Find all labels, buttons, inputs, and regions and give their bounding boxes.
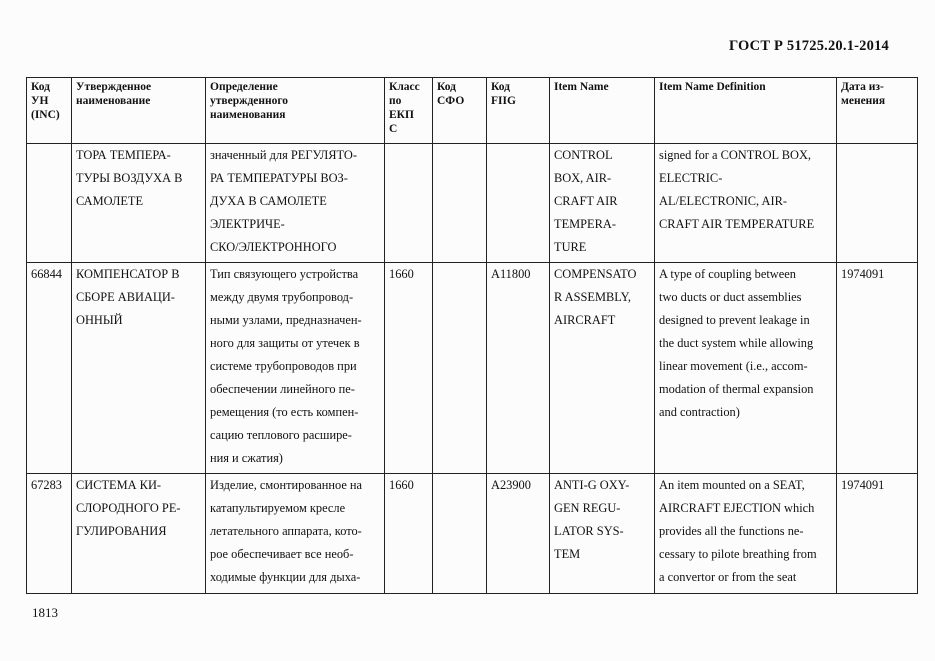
cell-change-date: 1974091 — [837, 474, 918, 594]
cell-class: 1660 — [385, 263, 433, 474]
cell-name-definition: Тип связующего устройства между двумя трубопровод- ными узлами, предназначен- ного для защиты от утечек в системе трубопроводов при обеспечении линейного пе- ремещения (то есть компен- сацию теплового расшире- ния и сжатия) — [206, 263, 385, 474]
cell-change-date: 1974091 — [837, 263, 918, 474]
col-header-change-date: Дата из- менения — [837, 78, 918, 144]
col-header-approved-name: Утвержденное наименование — [72, 78, 206, 144]
col-header-name-definition: Определение утвержденного наименования — [206, 78, 385, 144]
col-header-class: Класс по ЕКП С — [385, 78, 433, 144]
cell-item-name: CONTROL BOX, AIR- CRAFT AIR TEMPERA- TURE — [550, 144, 655, 263]
cell-change-date — [837, 144, 918, 263]
table-row — [27, 263, 918, 474]
table-row — [27, 474, 918, 594]
col-header-inc: Код УН (INC) — [27, 78, 72, 144]
cell-fiig — [487, 144, 550, 263]
cell-item-name: ANTI-G OXY- GEN REGU- LATOR SYS- TEM — [550, 474, 655, 594]
cell-inc — [27, 144, 72, 263]
cell-class: 1660 — [385, 474, 433, 594]
table-header-row — [27, 78, 918, 144]
col-header-fiig: Код FIIG — [487, 78, 550, 144]
col-header-sfo: Код СФО — [433, 78, 487, 144]
cell-sfo — [433, 263, 487, 474]
col-header-item-name: Item Name — [550, 78, 655, 144]
cell-item-name-definition: signed for a CONTROL BOX, ELECTRIC- AL/ELECTRONIC, AIR- CRAFT AIR TEMPERATURE — [655, 144, 837, 263]
cell-approved-name: КОМПЕНСАТОР В СБОРЕ АВИАЦИ- ОННЫЙ — [72, 263, 206, 474]
cell-item-name-definition: A type of coupling between two ducts or duct assemblies designed to prevent leakage in the duct system while allowing linear movement (i.e., accom- modation of thermal expansion and contraction) — [655, 263, 837, 474]
cell-item-name: COMPENSATO R ASSEMBLY, AIRCRAFT — [550, 263, 655, 474]
cell-fiig: A23900 — [487, 474, 550, 594]
cell-approved-name: ТОРА ТЕМПЕРА- ТУРЫ ВОЗДУХА В САМОЛЕТЕ — [72, 144, 206, 263]
cell-name-definition: значенный для РЕГУЛЯТО- РА ТЕМПЕРАТУРЫ ВОЗ- ДУХА В САМОЛЕТЕ ЭЛЕКТРИЧЕ- СКО/ЭЛЕКТРОННОГО — [206, 144, 385, 263]
col-header-item-name-definition: Item Name Definition — [655, 78, 837, 144]
cell-class — [385, 144, 433, 263]
cell-sfo — [433, 474, 487, 594]
document-standard-number: ГОСТ Р 51725.20.1-2014 — [728, 38, 889, 54]
nomenclature-table — [26, 77, 918, 594]
cell-approved-name: СИСТЕМА КИ- СЛОРОДНОГО РЕ- ГУЛИРОВАНИЯ — [72, 474, 206, 594]
cell-fiig: A11800 — [487, 263, 550, 474]
cell-inc: 66844 — [27, 263, 72, 474]
cell-name-definition: Изделие, смонтированное на катапультируемом кресле летательного аппарата, кото- рое обеспечивает все необ- ходимые функции для дыха- — [206, 474, 385, 594]
cell-sfo — [433, 144, 487, 263]
table-row — [27, 144, 918, 263]
page-number: 1813 — [32, 605, 58, 620]
cell-inc: 67283 — [27, 474, 72, 594]
cell-item-name-definition: An item mounted on a SEAT, AIRCRAFT EJECTION which provides all the functions ne- cessary to pilote breathing from a convertor or from the seat — [655, 474, 837, 594]
